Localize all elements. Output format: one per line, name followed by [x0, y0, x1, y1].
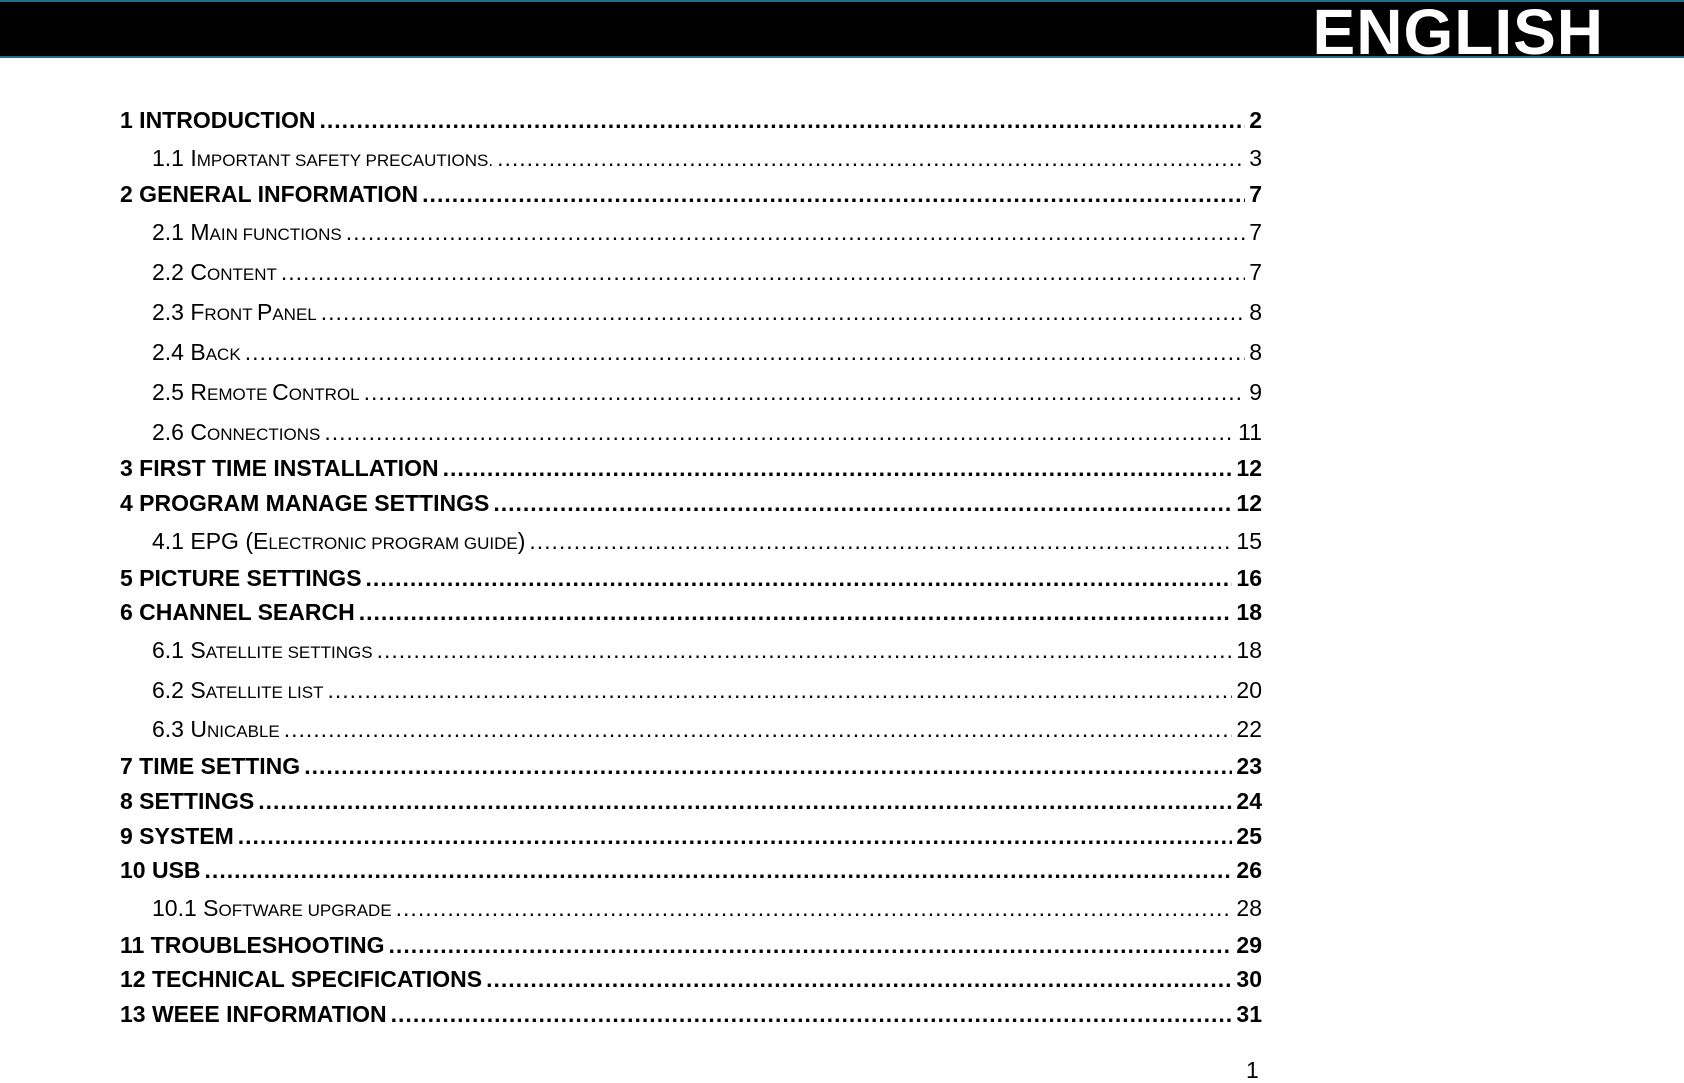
toc-section-entry[interactable]: [120, 928, 1262, 963]
language-label: ENGLISH: [1312, 0, 1604, 68]
toc-section-entry[interactable]: [120, 819, 1262, 854]
toc-section-entry[interactable]: [120, 595, 1262, 630]
toc-page-number: 22: [1236, 716, 1262, 743]
toc-page-number: 24: [1236, 787, 1262, 814]
toc-subsection-entry[interactable]: [120, 138, 1262, 178]
toc-entry-title: 2 GENERAL INFORMATION: [120, 181, 419, 208]
toc-page-number: 20: [1236, 676, 1262, 703]
toc-entry-title: 1 INTRODUCTION: [120, 107, 316, 133]
toc-entry-title: [152, 670, 324, 710]
toc-page-number: 7: [1249, 258, 1262, 285]
toc-dot-leader: [281, 252, 1245, 292]
toc-entry-title-part: ANEL: [272, 304, 317, 324]
toc-entry-title-part: 2.4 B: [152, 338, 206, 365]
toc-subsection-entry[interactable]: [120, 252, 1262, 292]
header-bar: [0, 0, 1684, 68]
toc-dot-leader: [346, 212, 1245, 252]
toc-entry-title-part: MPORTANT SAFETY PRECAUTIONS.: [196, 150, 494, 170]
toc-dot-leader: [359, 595, 1233, 629]
toc-entry-title-part: EMOTE: [206, 384, 273, 404]
toc-entry-title: [152, 412, 320, 452]
toc-entry-title: 10 USB: [120, 857, 201, 884]
toc-entry-title-part: 10.1 S: [152, 894, 219, 921]
toc-entry-title-part: RONT: [204, 304, 257, 324]
toc-dot-leader: [366, 561, 1233, 595]
toc-entry-title: 7 TIME SETTING: [120, 753, 301, 780]
toc-dot-leader: [422, 177, 1245, 211]
toc-entry-title-part: NICABLE: [206, 722, 280, 742]
toc-page-number: 7: [1249, 219, 1262, 246]
toc-page-number: 9: [1249, 378, 1262, 405]
toc-entry-title-part: 4.1 EPG (E: [152, 527, 269, 554]
toc-page-number: 12: [1236, 490, 1262, 517]
toc-page-number: 30: [1236, 966, 1262, 993]
toc-entry-title-part: 6.2 S: [152, 676, 206, 703]
toc-entry-title: [152, 252, 277, 292]
toc-entry-title-part: 2.3 F: [152, 298, 205, 325]
toc-dot-leader: [321, 292, 1245, 332]
toc-entry-title: [152, 630, 373, 670]
toc-page-number: 23: [1236, 753, 1262, 780]
toc-entry-title-part: ONNECTIONS: [206, 424, 321, 444]
toc-entry-title-part: ATELLITE LIST: [205, 682, 324, 702]
toc-entry-title-part: 1.1 I: [152, 144, 197, 171]
toc-entry-title-part: 2.2 C: [152, 258, 207, 285]
toc-dot-leader: [320, 103, 1246, 137]
toc-entry-title-part: ONTENT: [206, 264, 277, 284]
toc-entry-title: [152, 332, 241, 372]
toc-page-number: 29: [1236, 931, 1262, 958]
toc-page-number: 8: [1249, 338, 1262, 365]
toc-subsection-entry[interactable]: [120, 412, 1262, 452]
toc-section-entry[interactable]: [120, 177, 1262, 212]
toc-subsection-entry[interactable]: [120, 372, 1262, 412]
toc-page-number: 31: [1236, 1000, 1262, 1027]
toc-page-number: 26: [1236, 857, 1262, 884]
toc-dot-leader: [391, 997, 1233, 1031]
toc-dot-leader: [258, 784, 1232, 818]
toc-page-number: 18: [1236, 599, 1262, 626]
toc-dot-leader: [364, 372, 1246, 412]
toc-entry-title-part: AIN FUNCTIONS: [209, 225, 342, 245]
toc-subsection-entry[interactable]: [120, 888, 1262, 928]
toc-dot-leader: [245, 332, 1246, 372]
toc-dot-leader: [486, 962, 1232, 996]
toc-section-entry[interactable]: [120, 962, 1262, 997]
toc-entry-title-part: ATELLITE SETTINGS: [205, 642, 373, 662]
toc-entry-title-part: 2.5 R: [152, 378, 207, 405]
toc-subsection-entry[interactable]: [120, 709, 1262, 749]
toc-subsection-entry[interactable]: [120, 212, 1262, 252]
toc-dot-leader: [377, 630, 1233, 670]
toc-subsection-entry[interactable]: [120, 292, 1262, 332]
toc-dot-leader: [324, 412, 1234, 452]
toc-page-number: 28: [1236, 894, 1262, 921]
toc-page-number: 8: [1249, 298, 1262, 325]
toc-entry-title: 3 FIRST TIME INSTALLATION: [120, 455, 439, 482]
toc-dot-leader: [238, 819, 1233, 853]
toc-entry-title: [152, 292, 317, 332]
toc-page-number: 25: [1236, 822, 1262, 849]
toc-dot-leader: [396, 888, 1233, 928]
toc-page-number: 12: [1236, 455, 1262, 482]
toc-subsection-entry[interactable]: [120, 630, 1262, 670]
toc-entry-title: [152, 212, 342, 252]
page-number: 1: [1246, 1057, 1259, 1083]
toc-entry-title-part: ACK: [205, 344, 241, 364]
toc-entry-title: [152, 138, 493, 178]
toc-dot-leader: [284, 709, 1233, 749]
toc-subsection-entry[interactable]: [120, 670, 1262, 710]
toc-section-entry[interactable]: [120, 451, 1262, 486]
toc-dot-leader: [497, 138, 1245, 178]
toc-dot-leader: [328, 670, 1233, 710]
toc-dot-leader: [304, 749, 1232, 783]
toc-entry-title-part: ONTROL: [288, 384, 360, 404]
toc-entry-title: [152, 709, 280, 749]
toc-entry-title-part: C: [272, 378, 289, 405]
toc-section-entry[interactable]: [120, 486, 1262, 521]
toc-entry-title: 13 WEEE INFORMATION: [120, 1000, 387, 1027]
toc-subsection-entry[interactable]: [120, 332, 1262, 372]
toc-entry-title-part: LECTRONIC PROGRAM GUIDE: [268, 533, 518, 553]
toc-entry-title: 9 SYSTEM: [120, 822, 234, 849]
toc-page-number: 2: [1249, 107, 1262, 133]
toc-entry-title: 12 TECHNICAL SPECIFICATIONS: [120, 966, 483, 993]
toc-dot-leader: [443, 451, 1233, 485]
toc-section-entry[interactable]: [120, 997, 1262, 1032]
toc-entry-title: 5 PICTURE SETTINGS: [120, 564, 362, 591]
toc-entry-title: [152, 372, 360, 412]
toc-entry-title: 6 CHANNEL SEARCH: [120, 599, 355, 626]
toc-entry-title: 8 SETTINGS: [120, 787, 255, 814]
toc-entry-title: 11 TROUBLESHOOTING: [120, 931, 385, 958]
toc-section-entry[interactable]: [120, 103, 1262, 138]
table-of-contents: [120, 103, 1262, 1031]
toc-page-number: 16: [1236, 564, 1262, 591]
toc-entry-title: 4 PROGRAM MANAGE SETTINGS: [120, 490, 490, 517]
toc-section-entry[interactable]: [120, 853, 1262, 888]
toc-section-entry[interactable]: [120, 561, 1262, 596]
toc-entry-title: [152, 888, 392, 928]
toc-page-number: 18: [1236, 636, 1262, 663]
toc-page-number: 11: [1238, 418, 1262, 445]
toc-entry-title-part: 6.1 S: [152, 636, 206, 663]
toc-subsection-entry[interactable]: [120, 521, 1262, 561]
toc-dot-leader: [389, 928, 1233, 962]
toc-page-number: 15: [1236, 527, 1262, 554]
toc-dot-leader: [493, 486, 1232, 520]
toc-page-number: 7: [1249, 181, 1262, 208]
toc-entry-title-part: P: [257, 298, 273, 325]
toc-entry-title-part: 2.6 C: [152, 418, 207, 445]
toc-section-entry[interactable]: [120, 784, 1262, 819]
toc-dot-leader: [529, 521, 1232, 561]
toc-entry-title-part: OFTWARE UPGRADE: [218, 900, 392, 920]
toc-entry-title-part: 6.3 U: [152, 716, 207, 743]
toc-dot-leader: [205, 853, 1233, 887]
toc-entry-title: [152, 521, 525, 561]
toc-page-number: 3: [1249, 144, 1262, 171]
toc-entry-title-part: ): [517, 527, 526, 554]
toc-entry-title-part: 2.1 M: [152, 219, 210, 246]
toc-section-entry[interactable]: [120, 749, 1262, 784]
